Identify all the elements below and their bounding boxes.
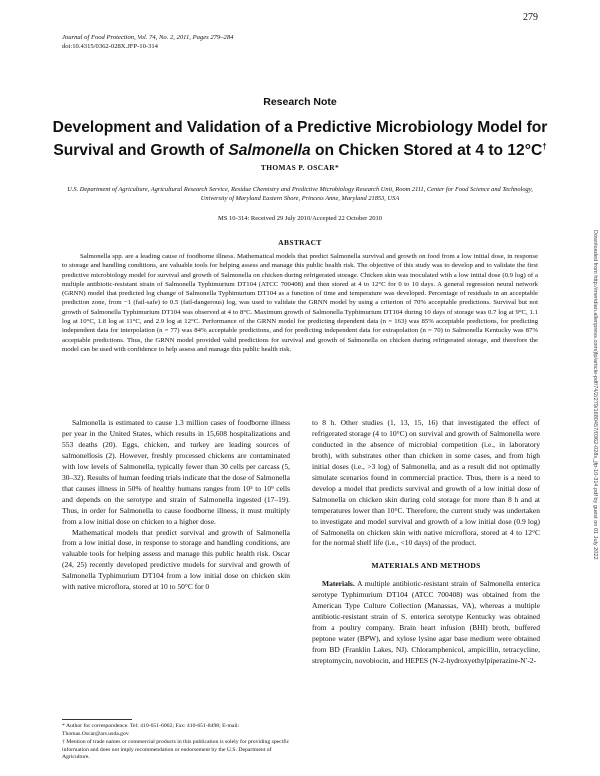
title-dagger: † <box>542 141 547 151</box>
title-line-2a: Survival and Growth of <box>53 141 229 159</box>
body-column-left <box>62 418 290 593</box>
journal-title-line: Journal of Food Protection, Vol. 74, No. 2, 2011, Pages 279–284 <box>62 34 234 41</box>
download-sidebar <box>590 230 598 590</box>
journal-citation <box>62 34 233 51</box>
abstract-heading: ABSTRACT <box>278 238 322 247</box>
title-organism: Salmonella <box>228 141 311 159</box>
abstract-text: Salmonella spp. are a leading cause of foodborne illness. Mathematical models that predict Salmonella survival and growth on food from a low initial dose, in response to storage and handling conditions, are valuable tools for helping assess and manage this public health risk. The objective of this study was to develop and to validate the first predictive microbiology model for survival and growth of Salmonella on chicken during refrigerated storage. Chicken skin was inoculated with a low initial dose (0.9 log) of a multiple antibiotic-resistant strain of Salmonella Typhimurium DT104 (ATCC 700408) and then stored at 4 to 12°C for 0 to 10 days. A general regression neural network (GRNN) model that predicted log change of Salmonella Typhimurium DT104 as a function of time and temperature was developed. Percentage of residuals in an acceptable prediction zone, from −1 (fail-safe) to 0.5 (fail-dangerous) log, was used to validate the GRNN model by using a criterion of 70% acceptable predictions. Survival but not growth of Salmonella Typhimurium DT104 was observed at 4 to 8°C. Maximum growth of Salmonella Typhimurium DT104 during 10 days of storage was 0.7 log at 9°C, 1.1 log at 10°C, 1.8 log at 11°C, and 2.9 log at 12°C. Performance of the GRNN model for predicting dependent data (n = 163) was 85% acceptable predictions, for predicting independent data for interpolation (n = 77) was 84% acceptable predictions, and for predicting independent data for extrapolation (n = 70) to Salmonella Kentucky was 87% acceptable predictions. Thus, the GRNN model provided valid predictions for survival and growth of Salmonella on chicken during refrigerated storage, and therefore the model can be used with confidence to help assess and manage this public health risk. <box>62 253 538 353</box>
methods-heading: MATERIALS AND METHODS <box>371 561 481 571</box>
section-label: Research Note <box>263 96 337 108</box>
title-line-1: Development and Validation of a Predictive Microbiology Model for <box>52 119 548 136</box>
materials-text: A multiple antibiotic-resistant strain of Salmonella enterica serotype Typhimurium DT104 (ATCC 700408) was obtained from the American Type Culture Collection (Manassas, VA), whereas a multiple antibiotic-resistant strain of S. enterica serotype Kentucky was obtained from a poultry company. Brain heart infusion (BHI) broth, buffered peptone water (BPW), and xylose lysine agar base medium were obtained from BD (Franklin Lakes, NJ). Chloramphenicol, ampicillin, tetracycline, streptomycin, novobiocin, and HEPES (N-2-hydroxyethylpiperazine-N′-2- <box>312 579 540 666</box>
author-name: THOMAS P. OSCAR* <box>260 163 340 172</box>
footnote-author: * Author for correspondence. Tel: 410-651-6062; Fax: 410-651-8498; E-mail: Thomas.Oscar@ars.usda.gov. <box>62 723 240 737</box>
footnotes <box>62 723 290 763</box>
page-number: 279 <box>523 12 538 23</box>
materials-runin: Materials. <box>322 579 355 589</box>
footnote-rule <box>62 719 132 720</box>
article-title <box>50 119 550 160</box>
download-notice[interactable]: Downloaded from http://meridian.allenpress.com/jfp/article-pdf/74/2/279/1680457/0362-028x_jfp-10-314.pdf by guest on 01 July 2022 <box>592 230 598 560</box>
footnote-dagger: † Mention of trade names or commercial products in this publication is solely for providing specific information and does not imply recommendation or endorsement by the U.S. Department of Agriculture. <box>62 739 290 761</box>
body-paragraph: Mathematical models that predict survival and growth of Salmonella from a low initial dose, in response to storage and handling conditions, are valuable tools for helping assess and manage this public health risk. Oscar (24, 25) recently developed predictive models for survival and growth of Salmonella Typhimurium DT104 from a low initial dose on chicken skin with native microflora, stored at 10 to 50°C for 0 <box>62 527 290 592</box>
manuscript-info: MS 10-314: Received 29 July 2010/Accepted 22 October 2010 <box>218 215 382 222</box>
materials-paragraph <box>312 579 540 667</box>
title-line-2b: on Chicken Stored at 4 to 12°C <box>310 141 543 159</box>
body-paragraph: to 8 h. Other studies (1, 13, 15, 16) that investigated the effect of refrigerated storage (4 to 10°C) on survival and growth of Salmonella were conducted in the absence of microbial competition (i.e., in laboratory broth), with substrates other than chicken in some cases, and from high initial doses (i.e., >3 log) of Salmonella, and as a result did not optimally simulate scenarios found in commercial practice. Thus, there is a need to develop a model that predicts survival and growth of a low initial dose of Salmonella on chicken skin during cold storage for more than 8 h and at temperatures lower than 10°C. Therefore, the current study was undertaken to investigate and model survival and growth of a low initial dose (0.9 log) of Salmonella on chicken skin with native microflora, stored at 4 to 12°C for the normal shelf life (i.e., <10 days) of the product. <box>312 418 540 548</box>
body-column-right <box>312 418 540 667</box>
author-affiliation: U.S. Department of Agriculture, Agricultural Research Service, Residue Chemistry and Predictive Microbiology Research Unit, Room 2111, Center for Food Science and Technology, University of Maryland Eastern Shore, Princess Anne, Maryland 21853, USA <box>67 186 533 202</box>
doi-line: doi:10.4315/0362-028X.JFP-10-314 <box>62 42 158 50</box>
body-paragraph: Salmonella is estimated to cause 1.3 million cases of foodborne illness per year in the United States, which results in 15,608 hospitalizations and 553 deaths (20). Eggs, chicken, and turkey are leading sources of salmonellosis (2). However, freshly processed chickens are contaminated with low levels of Salmonella, typically fewer than 30 cells per carcass (5, 30–32). Results of human feeding trials indicate that the dose of Salmonella that causes illness in 50% of healthy humans ranges from 10⁵ to 10⁹ cells and depends on the serotype and strain of Salmonella ingested (17–19). Thus, in order for Salmonella to cause foodborne illness, it must multiply from a low initial dose on chicken to a higher dose. <box>62 418 290 526</box>
